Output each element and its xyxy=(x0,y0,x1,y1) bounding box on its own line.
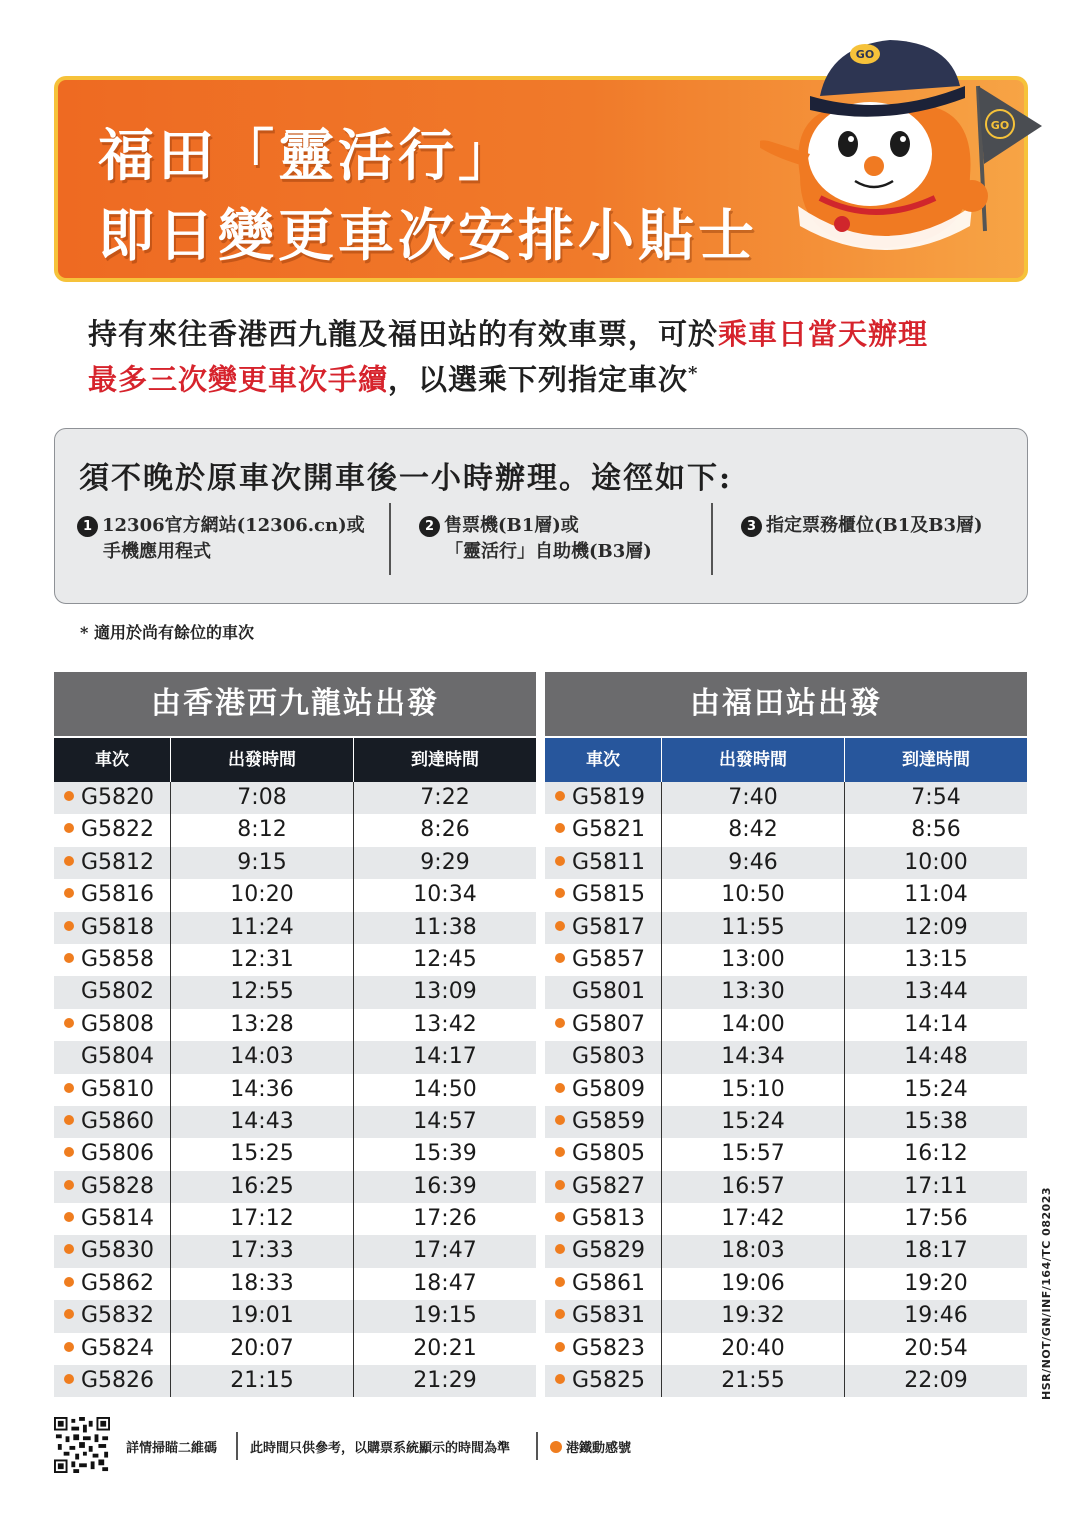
intro-text xyxy=(88,314,1028,400)
arrival-time: 22:09 xyxy=(844,1365,1027,1397)
train-number: G5820 xyxy=(54,782,170,814)
train-number: G5824 xyxy=(54,1333,170,1365)
orange-dot-icon xyxy=(64,1212,74,1222)
orange-dot-icon xyxy=(64,1309,74,1319)
departure-time: 18:03 xyxy=(661,1235,844,1267)
orange-dot-icon xyxy=(64,791,74,801)
arrival-time: 13:15 xyxy=(844,944,1027,976)
table-row xyxy=(545,1074,1027,1106)
table-row xyxy=(54,944,536,976)
arrival-time: 20:54 xyxy=(844,1333,1027,1365)
train-number: G5828 xyxy=(54,1171,170,1203)
departure-time: 10:20 xyxy=(170,879,353,911)
departure-time: 20:07 xyxy=(170,1333,353,1365)
arrival-time: 10:00 xyxy=(844,847,1027,879)
train-number: G5819 xyxy=(545,782,661,814)
arrival-time: 12:09 xyxy=(844,912,1027,944)
column-headers xyxy=(54,738,536,782)
orange-dot-icon xyxy=(555,1309,565,1319)
arrival-time: 13:42 xyxy=(353,1009,536,1041)
train-number: G5857 xyxy=(545,944,661,976)
departure-time: 14:03 xyxy=(170,1041,353,1073)
train-number: G5815 xyxy=(545,879,661,911)
departure-time: 18:33 xyxy=(170,1268,353,1300)
orange-dot-icon xyxy=(555,1342,565,1352)
departure-time: 9:46 xyxy=(661,847,844,879)
departure-time: 10:50 xyxy=(661,879,844,911)
departure-time: 15:24 xyxy=(661,1106,844,1138)
arrival-time: 21:29 xyxy=(353,1365,536,1397)
mascot-illustration xyxy=(760,26,1050,276)
arrival-time: 15:39 xyxy=(353,1138,536,1170)
train-number: G5802 xyxy=(81,979,155,1005)
train-number: G5807 xyxy=(545,1009,661,1041)
orange-dot-icon xyxy=(555,953,565,963)
departure-time: 17:12 xyxy=(170,1203,353,1235)
route-option-2: 2 售票機(B1層)或 「靈活行」自助機(B3層) xyxy=(419,513,652,565)
train-number: G5827 xyxy=(545,1171,661,1203)
document-code: HSR/NOT/GN/INF/164/TC 082023 xyxy=(1040,1186,1053,1400)
orange-dot-icon xyxy=(64,1342,74,1352)
col-train: 車次 xyxy=(95,750,129,770)
table-row xyxy=(54,1203,536,1235)
train-number: G5812 xyxy=(54,847,170,879)
arrival-time: 14:57 xyxy=(353,1106,536,1138)
arrival-time: 19:20 xyxy=(844,1268,1027,1300)
route-divider xyxy=(389,503,391,575)
arrival-time: 10:34 xyxy=(353,879,536,911)
orange-dot-icon xyxy=(64,1147,74,1157)
timetable-futian xyxy=(545,672,1027,1397)
arrival-time: 14:48 xyxy=(844,1041,1027,1073)
arrival-time: 17:11 xyxy=(844,1171,1027,1203)
table-row xyxy=(545,1041,1027,1073)
arrival-time: 11:04 xyxy=(844,879,1027,911)
orange-dot-icon xyxy=(555,888,565,898)
departure-time: 20:40 xyxy=(661,1333,844,1365)
intro-line2: 最多三次變更車次手續，以選乘下列指定車次* xyxy=(88,362,699,397)
train-number: G5804 xyxy=(81,1044,155,1070)
col-arrival: 到達時間 xyxy=(353,738,536,782)
table-row xyxy=(54,814,536,846)
procedure-title: 須不晚於原車次開車後一小時辦理。途徑如下: xyxy=(79,461,733,496)
table-row xyxy=(54,1365,536,1397)
arrival-time: 7:54 xyxy=(844,782,1027,814)
table-row xyxy=(545,782,1027,814)
orange-dot-icon xyxy=(555,1244,565,1254)
departure-time: 17:33 xyxy=(170,1235,353,1267)
orange-dot-icon xyxy=(555,1147,565,1157)
table-row xyxy=(545,1235,1027,1267)
train-number: G5811 xyxy=(545,847,661,879)
departure-time: 13:30 xyxy=(661,976,844,1008)
arrival-time: 14:50 xyxy=(353,1074,536,1106)
qr-code[interactable] xyxy=(54,1417,110,1473)
train-number: G5859 xyxy=(545,1106,661,1138)
orange-dot-icon xyxy=(555,1212,565,1222)
table-row xyxy=(54,1106,536,1138)
train-number: G5810 xyxy=(54,1074,170,1106)
banner-title-line1: 福田「靈活行」 xyxy=(98,123,518,189)
table-row xyxy=(54,976,536,1008)
train-number: G5822 xyxy=(54,814,170,846)
departure-time: 7:08 xyxy=(170,782,353,814)
table-row xyxy=(545,1365,1027,1397)
orange-dot-icon xyxy=(64,856,74,866)
arrival-time: 19:15 xyxy=(353,1300,536,1332)
orange-dot-icon xyxy=(64,1115,74,1125)
table-row xyxy=(54,1041,536,1073)
table-row xyxy=(545,1106,1027,1138)
table-row xyxy=(545,1171,1027,1203)
train-number: G5803 xyxy=(572,1044,646,1070)
train-number: G5858 xyxy=(54,944,170,976)
departure-time: 12:31 xyxy=(170,944,353,976)
table-row xyxy=(54,847,536,879)
arrival-time: 12:45 xyxy=(353,944,536,976)
orange-dot-icon xyxy=(555,856,565,866)
orange-dot-icon xyxy=(64,921,74,931)
timetable-west-kowloon xyxy=(54,672,536,1397)
train-number: G5809 xyxy=(545,1074,661,1106)
arrival-time: 14:14 xyxy=(844,1009,1027,1041)
footer-divider xyxy=(536,1432,538,1460)
col-departure: 出發時間 xyxy=(661,738,844,782)
train-number: G5829 xyxy=(545,1235,661,1267)
orange-dot-icon xyxy=(64,1244,74,1254)
orange-dot-icon xyxy=(555,1083,565,1093)
table-row xyxy=(54,1268,536,1300)
table-row xyxy=(545,1268,1027,1300)
departure-time: 8:12 xyxy=(170,814,353,846)
arrival-time: 16:12 xyxy=(844,1138,1027,1170)
table-body xyxy=(545,782,1027,1397)
train-number: G5823 xyxy=(545,1333,661,1365)
arrival-time: 8:26 xyxy=(353,814,536,846)
banner-title-line2: 即日變更車次安排小貼士 xyxy=(98,203,758,269)
arrival-time: 11:38 xyxy=(353,912,536,944)
arrival-time: 15:24 xyxy=(844,1074,1027,1106)
arrival-time: 16:39 xyxy=(353,1171,536,1203)
arrival-time: 15:38 xyxy=(844,1106,1027,1138)
arrival-time: 17:47 xyxy=(353,1235,536,1267)
scan-qr-text: 詳情掃瞄二維碼 xyxy=(126,1441,218,1456)
arrival-time: 18:17 xyxy=(844,1235,1027,1267)
table-row xyxy=(545,944,1027,976)
departure-time: 13:00 xyxy=(661,944,844,976)
departure-time: 13:28 xyxy=(170,1009,353,1041)
table-row xyxy=(545,912,1027,944)
table-row xyxy=(54,912,536,944)
table-row xyxy=(545,1333,1027,1365)
table-row xyxy=(54,1074,536,1106)
arrival-time: 17:26 xyxy=(353,1203,536,1235)
arrival-time: 8:56 xyxy=(844,814,1027,846)
departure-time: 14:43 xyxy=(170,1106,353,1138)
orange-dot-icon xyxy=(555,1018,565,1028)
train-number: G5821 xyxy=(545,814,661,846)
arrival-time: 9:29 xyxy=(353,847,536,879)
table-row xyxy=(545,1138,1027,1170)
departure-time: 21:15 xyxy=(170,1365,353,1397)
train-number: G5826 xyxy=(54,1365,170,1397)
flag-badge-text: GO xyxy=(990,119,1010,132)
disclaimer-text: 此時間只供參考，以購票系統顯示的時間為準 xyxy=(250,1441,511,1456)
departure-time: 16:57 xyxy=(661,1171,844,1203)
train-number: G5830 xyxy=(54,1235,170,1267)
departure-time: 9:15 xyxy=(170,847,353,879)
arrival-time: 17:56 xyxy=(844,1203,1027,1235)
table-row xyxy=(545,814,1027,846)
arrival-time: 14:17 xyxy=(353,1041,536,1073)
table-row xyxy=(54,1009,536,1041)
intro-line1: 持有來往香港西九龍及福田站的有效車票，可於乘車日當天辦理 xyxy=(88,317,929,351)
arrival-time: 13:44 xyxy=(844,976,1027,1008)
table-row xyxy=(545,1009,1027,1041)
procedure-box xyxy=(54,428,1028,604)
route-option-1: 1 12306官方網站(12306.cn)或 手機應用程式 xyxy=(77,513,365,565)
route-divider xyxy=(711,503,713,575)
orange-dot-icon xyxy=(555,1180,565,1190)
table-body xyxy=(54,782,536,1397)
departure-time: 8:42 xyxy=(661,814,844,846)
departure-time: 14:34 xyxy=(661,1041,844,1073)
arrival-time: 13:09 xyxy=(353,976,536,1008)
arrival-time: 20:21 xyxy=(353,1333,536,1365)
table-row xyxy=(54,1171,536,1203)
train-number: G5801 xyxy=(572,979,646,1005)
footnote: * 適用於尚有餘位的車次 xyxy=(80,623,254,642)
departure-time: 19:01 xyxy=(170,1300,353,1332)
train-number: G5805 xyxy=(545,1138,661,1170)
orange-dot-icon xyxy=(64,1018,74,1028)
train-number: G5861 xyxy=(545,1268,661,1300)
table-row xyxy=(545,976,1027,1008)
col-departure: 出發時間 xyxy=(170,738,353,782)
orange-dot-icon xyxy=(555,823,565,833)
train-number: G5814 xyxy=(54,1203,170,1235)
orange-dot-icon xyxy=(64,1083,74,1093)
arrival-time: 19:46 xyxy=(844,1300,1027,1332)
departure-time: 11:55 xyxy=(661,912,844,944)
departure-time: 14:00 xyxy=(661,1009,844,1041)
departure-time: 21:55 xyxy=(661,1365,844,1397)
legend-orange-dot xyxy=(550,1441,562,1453)
train-number: G5808 xyxy=(54,1009,170,1041)
departure-time: 19:06 xyxy=(661,1268,844,1300)
departure-time: 17:42 xyxy=(661,1203,844,1235)
table-row xyxy=(54,879,536,911)
departure-time: 12:55 xyxy=(170,976,353,1008)
orange-dot-icon xyxy=(64,1180,74,1190)
departure-time: 15:57 xyxy=(661,1138,844,1170)
train-number: G5817 xyxy=(545,912,661,944)
col-train: 車次 xyxy=(586,750,620,770)
departure-time: 16:25 xyxy=(170,1171,353,1203)
departure-time: 15:10 xyxy=(661,1074,844,1106)
cap-badge-text: GO xyxy=(855,48,875,61)
train-number: G5816 xyxy=(54,879,170,911)
train-number: G5832 xyxy=(54,1300,170,1332)
column-headers xyxy=(545,738,1027,782)
orange-dot-icon xyxy=(64,953,74,963)
station-header: 由福田站出發 xyxy=(545,672,1027,736)
orange-dot-icon xyxy=(555,1277,565,1287)
train-number: G5813 xyxy=(545,1203,661,1235)
orange-dot-icon xyxy=(555,1115,565,1125)
table-row xyxy=(545,1300,1027,1332)
route-option-3: 3 指定票務櫃位(B1及B3層) xyxy=(741,513,983,539)
departure-time: 15:25 xyxy=(170,1138,353,1170)
orange-dot-icon xyxy=(64,823,74,833)
table-row xyxy=(545,879,1027,911)
table-row xyxy=(54,1333,536,1365)
orange-dot-icon xyxy=(555,921,565,931)
orange-dot-icon xyxy=(555,1374,565,1384)
train-number: G5862 xyxy=(54,1268,170,1300)
departure-time: 14:36 xyxy=(170,1074,353,1106)
departure-time: 7:40 xyxy=(661,782,844,814)
station-header: 由香港西九龍站出發 xyxy=(54,672,536,736)
departure-time: 11:24 xyxy=(170,912,353,944)
train-number: G5831 xyxy=(545,1300,661,1332)
orange-dot-icon xyxy=(64,888,74,898)
table-row xyxy=(54,1138,536,1170)
table-row xyxy=(54,1300,536,1332)
footer-divider xyxy=(236,1432,238,1460)
departure-time: 19:32 xyxy=(661,1300,844,1332)
train-number: G5860 xyxy=(54,1106,170,1138)
arrival-time: 18:47 xyxy=(353,1268,536,1300)
train-number: G5806 xyxy=(54,1138,170,1170)
orange-dot-icon xyxy=(555,791,565,801)
table-row xyxy=(54,1235,536,1267)
legend: 港鐵動感號 xyxy=(550,1437,631,1456)
arrival-time: 7:22 xyxy=(353,782,536,814)
table-row xyxy=(545,1203,1027,1235)
train-number: G5825 xyxy=(545,1365,661,1397)
orange-dot-icon xyxy=(64,1374,74,1384)
train-number: G5818 xyxy=(54,912,170,944)
table-row xyxy=(54,782,536,814)
table-row xyxy=(545,847,1027,879)
orange-dot-icon xyxy=(64,1277,74,1287)
col-arrival: 到達時間 xyxy=(844,738,1027,782)
